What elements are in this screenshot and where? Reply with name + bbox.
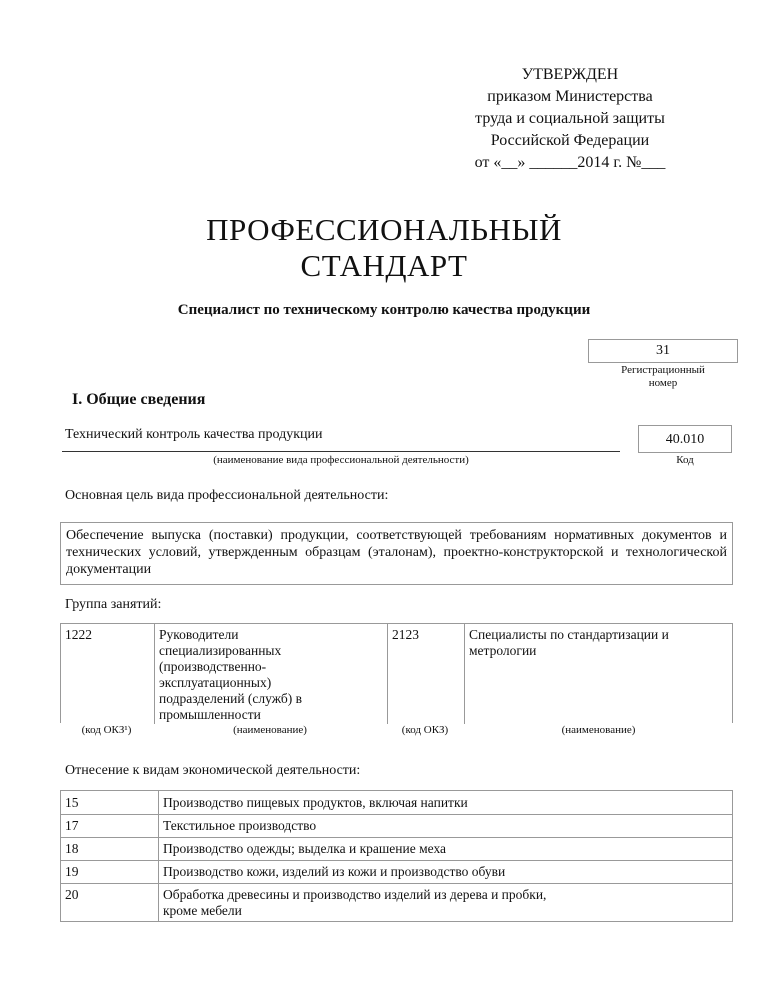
registration-caption [588,364,738,390]
title-line: ПРОФЕССИОНАЛЬНЫЙ [206,212,562,247]
econ-name: Производство одежды; выделка и крашение меха [163,841,447,856]
group-caption-name: (наименование) [561,724,636,736]
group-caption-code: (код ОКЗ¹) [81,724,132,736]
goal-box [60,522,733,585]
activity-caption: (наименование вида профессиональной деятельности) [213,454,469,466]
activity-underline [62,451,620,452]
group-name: Руководители специализированных (производственно-эксплуатационных) подразделений (служб) в промышленности [159,627,302,722]
document-title [0,212,768,284]
econ-code: 15 [65,795,79,810]
econ-code: 17 [65,818,79,833]
activity-code-box [638,425,732,453]
group-caption-name: (наименование) [233,724,307,736]
group-label: Группа занятий: [65,597,162,612]
econ-name: Производство кожи, изделий из кожи и производство обуви [163,864,506,879]
group-code: 2123 [392,627,419,642]
goal-text: Обеспечение выпуска (поставки) продукции, соответствующей требованиям нормативных документов и технических условий, утвержденным образцам (эталонам), проектно-конструкторской и технологической документации [66,528,727,577]
econ-code: 20 [65,887,79,902]
registration-number: 31 [656,343,670,358]
code-caption: Код [676,454,694,466]
registration-number-box [588,339,738,363]
econ-name: Обработка древесины и производство изделий из дерева и пробки, кроме мебели [163,887,547,918]
group-caption-code: (код ОКЗ) [401,724,449,736]
econ-name: Производство пищевых продуктов, включая напитки [163,795,468,810]
approval-line: приказом Министерства [487,88,653,105]
activity-code: 40.010 [665,432,705,447]
econ-code: 18 [65,841,79,856]
approval-block [440,64,700,174]
approval-line: труда и социальной защиты [475,110,665,127]
registration-caption-line: номер [648,377,678,389]
title-line: СТАНДАРТ [300,248,468,283]
registration-caption-line: Регистрационный [621,364,705,376]
group-code: 1222 [65,627,92,642]
activity-name: Технический контроль качества продукции [65,427,323,442]
approval-line: от «__» ______2014 г. №___ [474,154,666,171]
approval-line: УТВЕРЖДЕН [521,66,619,83]
section-heading: I. Общие сведения [72,391,206,408]
econ-code: 19 [65,864,79,879]
group-table [60,623,733,723]
approval-line: Российской Федерации [490,132,650,149]
econ-name: Текстильное производство [163,818,317,833]
group-name: Специалисты по стандартизации и метрологии [469,627,669,658]
econ-table [60,790,733,922]
standard-subtitle: Специалист по техническому контролю качества продукции [177,302,591,318]
goal-label: Основная цель вида профессиональной деятельности: [65,488,389,503]
econ-label: Отнесение к видам экономической деятельности: [65,763,361,778]
